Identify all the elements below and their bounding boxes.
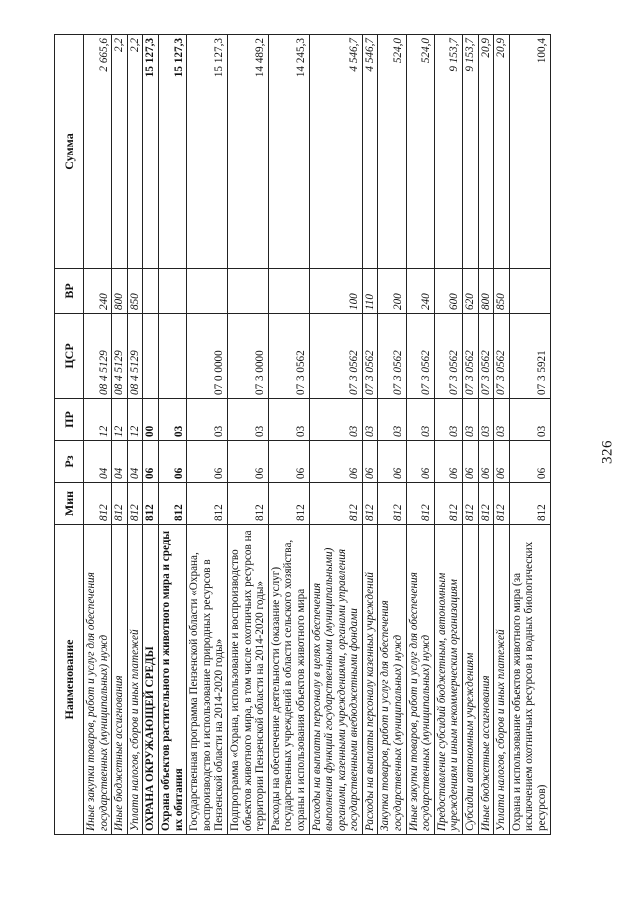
cell-sum: 15 127,3 (158, 35, 186, 269)
cell-name: Охрана и использование объектов животного мира (за исключением охотничьих ресурсов и водных биологических ресурсов) (509, 525, 550, 835)
budget-table-container (54, 35, 604, 835)
cell-pr: 12 (112, 399, 128, 441)
budget-table (54, 34, 551, 835)
cell-pr: 03 (463, 399, 479, 441)
table-row (158, 35, 186, 835)
table-row (268, 35, 309, 835)
table-row (309, 35, 362, 835)
cell-rz: 04 (127, 441, 143, 483)
cell-rz: 06 (187, 441, 228, 483)
table-row (463, 35, 479, 835)
cell-pr: 12 (127, 399, 143, 441)
cell-sum: 524,0 (378, 35, 406, 269)
cell-csr: 07 3 0562 (268, 314, 309, 399)
cell-vr (143, 269, 159, 314)
cell-min: 812 (434, 483, 462, 525)
cell-sum: 20,9 (494, 35, 510, 269)
cell-rz: 06 (434, 441, 462, 483)
cell-vr: 100 (309, 269, 362, 314)
cell-pr: 03 (478, 399, 494, 441)
cell-sum: 14 489,2 (227, 35, 268, 269)
cell-min: 812 (158, 483, 186, 525)
cell-csr: 07 3 5921 (509, 314, 550, 399)
cell-min: 812 (494, 483, 510, 525)
cell-min: 812 (509, 483, 550, 525)
table-row (494, 35, 510, 835)
column-header-pr: ПР (55, 399, 84, 441)
cell-csr: 07 0 0000 (187, 314, 228, 399)
cell-sum: 15 127,3 (143, 35, 159, 269)
cell-name: ОХРАНА ОКРУЖАЮЩЕЙ СРЕДЫ (143, 525, 159, 835)
table-row (84, 35, 112, 835)
cell-name: Субсидии автономным учреждениям (463, 525, 479, 835)
cell-csr: 07 3 0562 (434, 314, 462, 399)
cell-csr: 07 3 0562 (494, 314, 510, 399)
cell-sum: 524,0 (406, 35, 434, 269)
table-row (509, 35, 550, 835)
cell-csr: 07 3 0562 (463, 314, 479, 399)
cell-name: Иные закупки товаров, работ и услуг для обеспечения государственных (муниципальных) нужд (84, 525, 112, 835)
column-header-min: Мин (55, 483, 84, 525)
cell-sum: 2,2 (127, 35, 143, 269)
cell-name: Расходы на выплаты персоналу казенных учреждений (362, 525, 378, 835)
table-row (478, 35, 494, 835)
cell-pr: 12 (84, 399, 112, 441)
column-header-vr: ВР (55, 269, 84, 314)
cell-pr: 03 (378, 399, 406, 441)
column-header-csr: ЦСР (55, 314, 84, 399)
cell-vr: 850 (127, 269, 143, 314)
cell-name: Иные закупки товаров, работ и услуг для обеспечения государственных (муниципальных) нужд (406, 525, 434, 835)
cell-csr: 08 4 5129 (127, 314, 143, 399)
cell-sum: 4 546,7 (362, 35, 378, 269)
cell-vr (158, 269, 186, 314)
cell-vr (268, 269, 309, 314)
cell-vr: 240 (406, 269, 434, 314)
cell-min: 812 (362, 483, 378, 525)
cell-min: 812 (463, 483, 479, 525)
cell-csr: 07 3 0000 (227, 314, 268, 399)
cell-csr: 08 4 5129 (112, 314, 128, 399)
page-number: 326 (599, 440, 616, 464)
cell-vr: 620 (463, 269, 479, 314)
cell-min: 812 (478, 483, 494, 525)
cell-vr (227, 269, 268, 314)
cell-pr: 03 (227, 399, 268, 441)
cell-csr: 07 3 0562 (406, 314, 434, 399)
cell-name: Расходы на обеспечение деятельности (оказание услуг) государственных учреждений в области сельского хозяйства, охраны и использования объектов животного мира (268, 525, 309, 835)
cell-min: 812 (227, 483, 268, 525)
cell-sum: 100,4 (509, 35, 550, 269)
cell-csr: 07 3 0562 (362, 314, 378, 399)
cell-vr: 200 (378, 269, 406, 314)
cell-rz: 06 (158, 441, 186, 483)
cell-name: Подпрограмма «Охрана, использование и воспроизводство объектов животного мира, в том числе охотничьих ресурсов на территории Пензенской области на 2014-2020 годы» (227, 525, 268, 835)
cell-vr: 850 (494, 269, 510, 314)
cell-vr (187, 269, 228, 314)
cell-rz: 06 (227, 441, 268, 483)
cell-rz: 06 (509, 441, 550, 483)
cell-sum: 2,2 (112, 35, 128, 269)
cell-csr: 08 4 5129 (84, 314, 112, 399)
cell-name: Уплата налогов, сборов и иных платежей (127, 525, 143, 835)
cell-min: 812 (406, 483, 434, 525)
cell-pr: 03 (406, 399, 434, 441)
cell-csr: 07 3 0562 (309, 314, 362, 399)
cell-rz: 06 (478, 441, 494, 483)
cell-csr (158, 314, 186, 399)
table-row (378, 35, 406, 835)
cell-min: 812 (84, 483, 112, 525)
cell-csr: 07 3 0562 (478, 314, 494, 399)
cell-min: 812 (112, 483, 128, 525)
cell-pr: 03 (158, 399, 186, 441)
cell-rz: 06 (268, 441, 309, 483)
cell-pr: 03 (494, 399, 510, 441)
cell-pr: 03 (268, 399, 309, 441)
cell-sum: 20,9 (478, 35, 494, 269)
table-header-row (55, 35, 84, 835)
cell-vr: 600 (434, 269, 462, 314)
cell-name: Иные бюджетные ассигнования (112, 525, 128, 835)
table-row (143, 35, 159, 835)
column-header-rz: Рз (55, 441, 84, 483)
cell-rz: 06 (494, 441, 510, 483)
table-row (362, 35, 378, 835)
table-row (227, 35, 268, 835)
cell-sum: 9 153,7 (463, 35, 479, 269)
cell-vr (509, 269, 550, 314)
cell-rz: 06 (362, 441, 378, 483)
cell-csr (143, 314, 159, 399)
cell-vr: 110 (362, 269, 378, 314)
cell-sum: 9 153,7 (434, 35, 462, 269)
cell-rz: 06 (406, 441, 434, 483)
cell-vr: 800 (112, 269, 128, 314)
column-header-sum: Сумма (55, 35, 84, 269)
table-row (406, 35, 434, 835)
cell-rz: 04 (84, 441, 112, 483)
cell-rz: 06 (143, 441, 159, 483)
table-row (187, 35, 228, 835)
cell-rz: 06 (309, 441, 362, 483)
cell-rz: 06 (378, 441, 406, 483)
cell-sum: 14 245,3 (268, 35, 309, 269)
cell-csr: 07 3 0562 (378, 314, 406, 399)
cell-min: 812 (309, 483, 362, 525)
cell-name: Закупка товаров, работ и услуг для обеспечения государственных (муниципальных) нужд (378, 525, 406, 835)
cell-rz: 04 (112, 441, 128, 483)
cell-sum: 4 546,7 (309, 35, 362, 269)
cell-sum: 15 127,3 (187, 35, 228, 269)
column-header-name: Наименование (55, 525, 84, 835)
cell-sum: 2 665,6 (84, 35, 112, 269)
cell-min: 812 (127, 483, 143, 525)
cell-name: Уплата налогов, сборов и иных платежей (494, 525, 510, 835)
cell-pr: 03 (362, 399, 378, 441)
cell-pr: 03 (434, 399, 462, 441)
cell-min: 812 (378, 483, 406, 525)
cell-name: Иные бюджетные ассигнования (478, 525, 494, 835)
cell-pr: 03 (509, 399, 550, 441)
table-row (127, 35, 143, 835)
cell-vr: 240 (84, 269, 112, 314)
cell-min: 812 (143, 483, 159, 525)
cell-name: Государственная программа Пензенской области «Охрана, воспроизводство и использование природных ресурсов в Пензенской области на 2014-2020 годы» (187, 525, 228, 835)
cell-name: Охрана объектов растительного и животного мира и среды их обитания (158, 525, 186, 835)
table-body (84, 35, 551, 835)
table-row (434, 35, 462, 835)
table-row (112, 35, 128, 835)
cell-rz: 06 (463, 441, 479, 483)
cell-pr: 00 (143, 399, 159, 441)
cell-min: 812 (187, 483, 228, 525)
cell-pr: 03 (187, 399, 228, 441)
cell-name: Предоставление субсидий бюджетным, автономным учреждениям и иным некоммерческим организациям (434, 525, 462, 835)
cell-vr: 800 (478, 269, 494, 314)
cell-min: 812 (268, 483, 309, 525)
cell-pr: 03 (309, 399, 362, 441)
cell-name: Расходы на выплаты персоналу в целях обеспечения выполнения функций государственными (муниципальными) органами, казенными учреждениями, органами управления государственными внебюджетными фондами (309, 525, 362, 835)
